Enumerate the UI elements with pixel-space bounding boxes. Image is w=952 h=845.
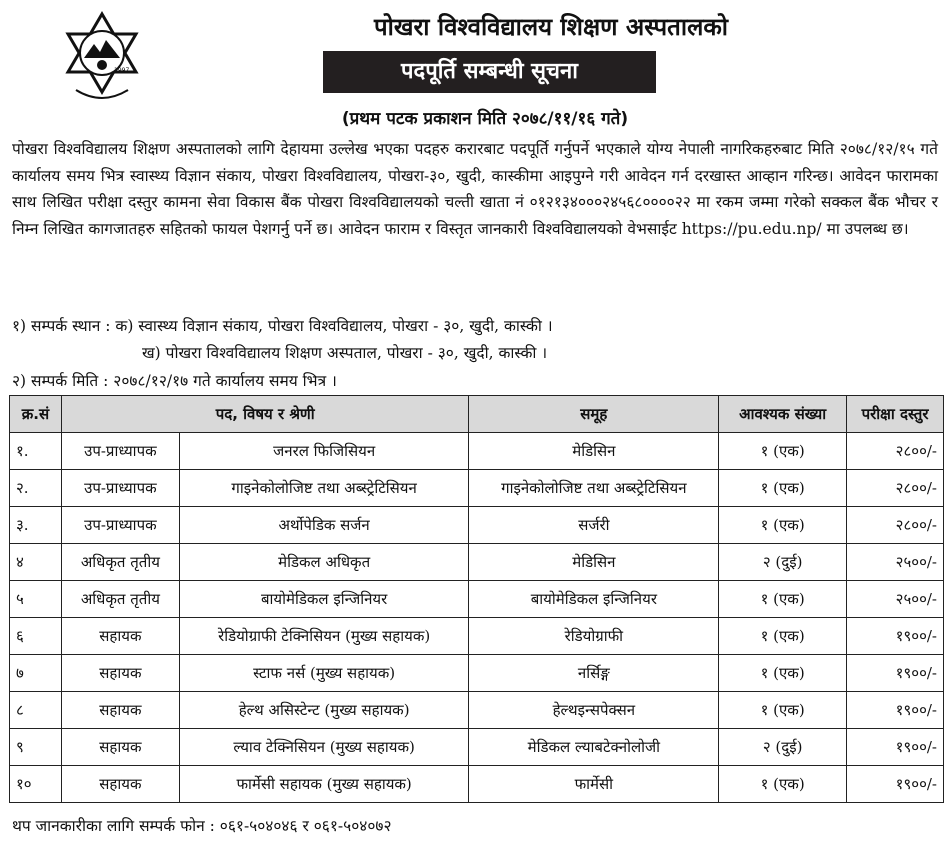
cell-count: १ (एक)	[719, 692, 847, 729]
notice-banner: पदपूर्ति सम्बन्धी सूचना	[323, 51, 656, 93]
cell-level: अधिकृत तृतीय	[61, 544, 179, 581]
header-sn: क्र.सं	[10, 396, 62, 433]
cell-sn: ९	[10, 729, 62, 766]
header-post: पद, विषय र श्रेणी	[61, 396, 469, 433]
table-row	[10, 692, 944, 729]
cell-fee: २८००/-	[847, 470, 944, 507]
cell-post: जनरल फिजिसियन	[179, 433, 469, 470]
table-row	[10, 581, 944, 618]
cell-group: फार्मेसी	[469, 766, 719, 803]
hospital-title: पोखरा विश्वविद्यालय शिक्षण अस्पतालको	[374, 13, 728, 41]
cell-post: बायोमेडिकल इन्जिनियर	[179, 581, 469, 618]
table-row	[10, 729, 944, 766]
cell-group: बायोमेडिकल इन्जिनियर	[469, 581, 719, 618]
cell-sn: २.	[10, 470, 62, 507]
cell-post: गाइनेकोलोजिष्ट तथा अब्स्ट्रेटिसियन	[179, 470, 469, 507]
cell-fee: १९००/-	[847, 692, 944, 729]
cell-sn: ३.	[10, 507, 62, 544]
notice-paragraph: पोखरा विश्वविद्यालय शिक्षण अस्पतालको लागि देहायमा उल्लेख भएका पदहरु करारबाट पदपूर्ति गर्नुपर्ने भएकाले योग्य नेपाली नागरिकहरुबाट मिति २०७८/१२/१५ गते कार्यालय समय भित्र स्वास्थ्य विज्ञान संकाय, पोखरा विश्वविद्यालय, पोखरा-३०, खुदी, कास्कीमा आइपुग्ने गरी आवेदन गर्न दरखास्त आव्हान गरिन्छ। आवेदन फारामका साथ लिखित परीक्षा दस्तुर कामना सेवा विकास बैंक पोखरा विश्वविद्यालयको चल्ती खाता नं ०१२१३४०००२४५६८००००२२ मा रकम जम्मा गरेको सक्कल बैंक भौचर र निम्न लिखित कागजातहरु सहितको फायल पेशगर्नु पर्ने छ। आवेदन फाराम र विस्तृत जानकारी विश्वविद्यालयको वेभसाईट https://pu.edu.np/ मा उपलब्ध छ।	[12, 140, 938, 238]
cell-level: अधिकृत तृतीय	[61, 581, 179, 618]
cell-group: नर्सिङ्ग	[469, 655, 719, 692]
university-logo	[62, 10, 142, 106]
cell-post: ल्याव टेक्निसियन (मुख्य सहायक)	[179, 729, 469, 766]
table-row	[10, 544, 944, 581]
cell-group: सर्जरी	[469, 507, 719, 544]
cell-group: हेल्थइन्सपेक्सन	[469, 692, 719, 729]
contact-place-b: ख) पोखरा विश्वविद्यालय शिक्षण अस्पताल, पोखरा - ३०, खुदी, कास्की ।	[142, 344, 548, 362]
cell-fee: २५००/-	[847, 544, 944, 581]
cell-level: उप-प्राध्यापक	[61, 470, 179, 507]
table-row	[10, 507, 944, 544]
university-logo-icon	[62, 10, 142, 106]
cell-post: मेडिकल अधिकृत	[179, 544, 469, 581]
cell-level: सहायक	[61, 692, 179, 729]
positions-table	[9, 395, 944, 803]
table-row	[10, 618, 944, 655]
cell-count: १ (एक)	[719, 581, 847, 618]
cell-sn: १०	[10, 766, 62, 803]
cell-sn: ७	[10, 655, 62, 692]
publication-date: (प्रथम पटक प्रकाशन मिति २०७८/११/१६ गते)	[341, 109, 629, 129]
cell-sn: ५	[10, 581, 62, 618]
cell-count: १ (एक)	[719, 433, 847, 470]
cell-fee: १९००/-	[847, 729, 944, 766]
cell-count: १ (एक)	[719, 766, 847, 803]
cell-level: सहायक	[61, 766, 179, 803]
cell-fee: १९००/-	[847, 766, 944, 803]
cell-fee: २८००/-	[847, 433, 944, 470]
cell-sn: ८	[10, 692, 62, 729]
cell-group: मेडिसिन	[469, 544, 719, 581]
cell-count: २ (दुई)	[719, 544, 847, 581]
contact-date: २) सम्पर्क मिति : २०७८/१२/१७ गते कार्यालय समय भित्र ।	[12, 372, 337, 390]
table-row	[10, 470, 944, 507]
cell-level: सहायक	[61, 655, 179, 692]
header-fee: परीक्षा दस्तुर	[847, 396, 944, 433]
cell-group: मेडिकल ल्याबटेक्नोलोजी	[469, 729, 719, 766]
contact-phone: थप जानकारीका लागि सम्पर्क फोन : ०६१-५०४०४६ र ०६१-५०४०७२	[12, 817, 392, 835]
cell-count: २ (दुई)	[719, 729, 847, 766]
cell-sn: ६	[10, 618, 62, 655]
table-row	[10, 766, 944, 803]
cell-group: रेडियोग्राफी	[469, 618, 719, 655]
cell-group: गाइनेकोलोजिष्ट तथा अब्स्ट्रेटिसियन	[469, 470, 719, 507]
cell-fee: २५००/-	[847, 581, 944, 618]
cell-post: हेल्थ असिस्टेन्ट (मुख्य सहायक)	[179, 692, 469, 729]
cell-count: १ (एक)	[719, 507, 847, 544]
cell-level: सहायक	[61, 618, 179, 655]
table-header-row	[10, 396, 944, 433]
cell-level: उप-प्राध्यापक	[61, 433, 179, 470]
cell-count: १ (एक)	[719, 618, 847, 655]
table-row	[10, 433, 944, 470]
cell-sn: १.	[10, 433, 62, 470]
cell-count: १ (एक)	[719, 470, 847, 507]
cell-fee: १९००/-	[847, 655, 944, 692]
cell-post: रेडियोग्राफी टेक्निसियन (मुख्य सहायक)	[179, 618, 469, 655]
cell-group: मेडिसिन	[469, 433, 719, 470]
cell-sn: ४	[10, 544, 62, 581]
header-group: समूह	[469, 396, 719, 433]
cell-post: फार्मेसी सहायक (मुख्य सहायक)	[179, 766, 469, 803]
contact-place-a: १) सम्पर्क स्थान : क) स्वास्थ्य विज्ञान संकाय, पोखरा विश्वविद्यालय, पोखरा - ३०, खुदी, कास्की ।	[12, 317, 553, 335]
cell-count: १ (एक)	[719, 655, 847, 692]
cell-level: उप-प्राध्यापक	[61, 507, 179, 544]
cell-post: अर्थोपेडिक सर्जन	[179, 507, 469, 544]
cell-level: सहायक	[61, 729, 179, 766]
cell-fee: २८००/-	[847, 507, 944, 544]
table-row	[10, 655, 944, 692]
cell-fee: १९००/-	[847, 618, 944, 655]
header-count: आवश्यक संख्या	[719, 396, 847, 433]
cell-post: स्टाफ नर्स (मुख्य सहायक)	[179, 655, 469, 692]
logo-year: 1997	[114, 67, 130, 74]
